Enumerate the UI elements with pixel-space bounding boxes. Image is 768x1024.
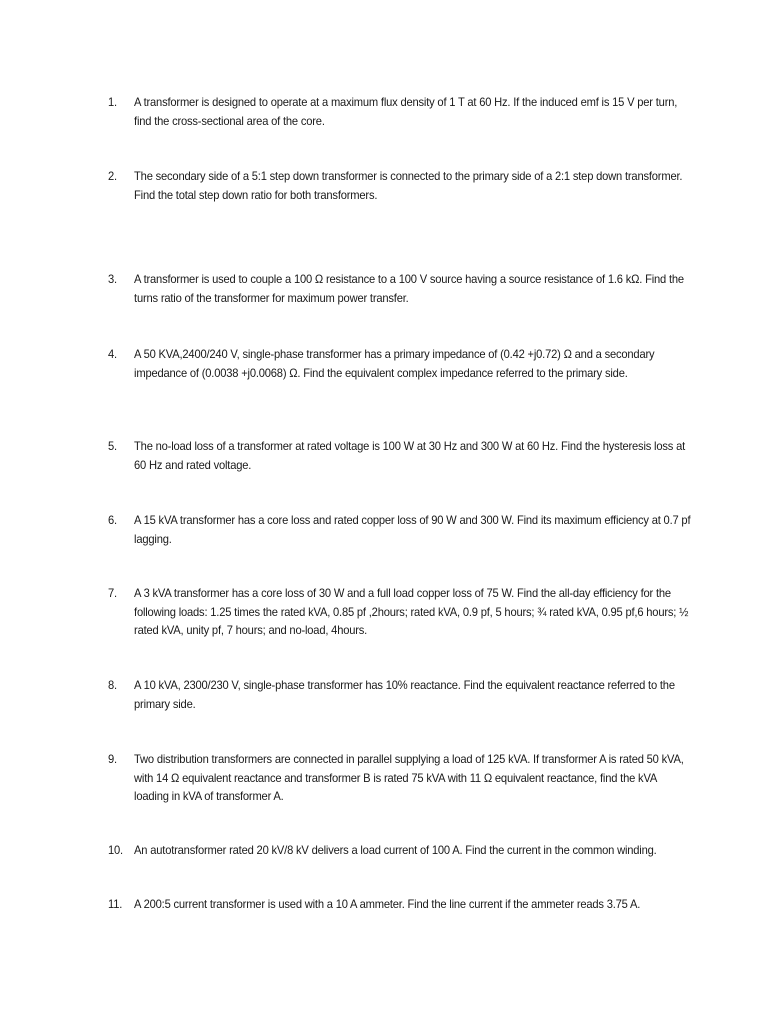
problem-text: A 15 kVA transformer has a core loss and rated copper loss of 90 W and 300 W. Find its maximum efficiency at 0.7 pf lagging. (134, 513, 691, 546)
problem-text: The no-load loss of a transformer at rated voltage is 100 W at 30 Hz and 300 W at 60 Hz. Find the hysteresis loss at 60 Hz and rated voltage. (134, 439, 686, 472)
problem-text: A 3 kVA transformer has a core loss of 30 W and a full load copper loss of 75 W. Find the all-day efficiency for the following loads: 1.25 times the rated kVA, 0.85 pf ,2hours; rated kVA, 0.9 pf, 5 hours; ¾ rated kVA, 0.95 pf,6 hours; ½ rated kVA, unity pf, 7 hours; and no-load, 4hours. (134, 586, 689, 637)
problem-item (108, 676, 675, 713)
problem-number: 1. (108, 95, 117, 109)
problem-text: A 10 kVA, 2300/230 V, single-phase transformer has 10% reactance. Find the equivalent reactance referred to the primary side. (134, 678, 675, 711)
problem-number: 2. (108, 169, 117, 183)
problem-item (108, 511, 691, 548)
problem-text: An autotransformer rated 20 kV/8 kV delivers a load current of 100 A. Find the current in the common winding. (134, 843, 657, 857)
problem-number: 4. (108, 347, 117, 361)
problem-number: 6. (108, 513, 117, 527)
problem-item (108, 167, 683, 204)
problem-number: 10. (108, 843, 123, 857)
problem-number: 9. (108, 752, 117, 766)
problem-number: 8. (108, 678, 117, 692)
problem-item (108, 895, 647, 914)
problem-number: 11. (108, 897, 123, 911)
problem-number: 7. (108, 586, 117, 600)
problem-text: The secondary side of a 5:1 step down transformer is connected to the primary side of a 2:1 step down transformer. Find the total step down ratio for both transformers. (134, 169, 683, 202)
problem-text: A 200:5 current transformer is used with a 10 A ammeter. Find the line current if the ammeter reads 3.75 A. (134, 897, 641, 911)
problem-text: A transformer is designed to operate at a maximum flux density of 1 T at 60 Hz. If the induced emf is 15 V per turn, find the cross-sectional area of the core. (134, 95, 678, 128)
problem-item (108, 270, 684, 307)
problem-item (108, 841, 657, 860)
problem-item (108, 750, 684, 806)
problem-item (108, 345, 655, 382)
problem-number: 3. (108, 272, 117, 286)
problem-item (108, 93, 678, 130)
problem-number: 5. (108, 439, 117, 453)
problem-text: A transformer is used to couple a 100 Ω resistance to a 100 V source having a source resistance of 1.6 kΩ. Find the turns ratio of the transformer for maximum power transfer. (134, 272, 684, 305)
problem-text: Two distribution transformers are connected in parallel supplying a load of 125 kVA. If transformer A is rated 50 kVA, with 14 Ω equivalent reactance and transformer B is rated 75 kVA with 11 Ω equivalent reactance, find the kVA loading in kVA of transformer A. (134, 752, 684, 803)
problem-item (108, 584, 689, 640)
problem-item (108, 437, 686, 474)
problem-text: A 50 KVA,2400/240 V, single-phase transformer has a primary impedance of (0.42 +j0.72) Ω and a secondary impedance of (0.0038 +j0.0068) Ω. Find the equivalent complex impedance referred to the primary side. (134, 347, 655, 380)
